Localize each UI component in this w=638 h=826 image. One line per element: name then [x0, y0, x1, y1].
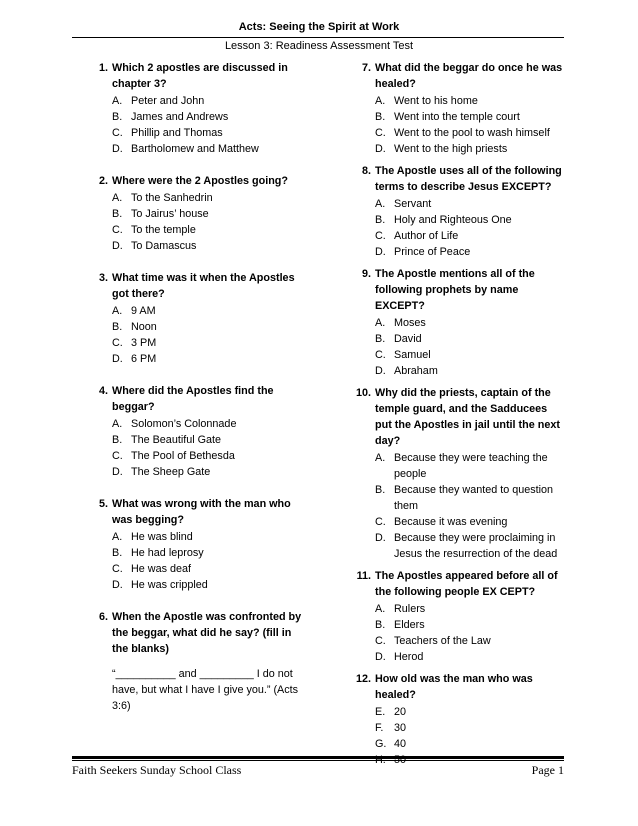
option-letter: A. [112, 305, 123, 317]
footer-page-number: Page 1 [531, 763, 564, 777]
option-text: 3 PM [131, 337, 157, 349]
answer-option [375, 125, 565, 141]
answer-option [375, 601, 565, 617]
option-text: The Beautiful Gate [131, 434, 222, 446]
option-text: Abraham [394, 365, 438, 377]
answer-option [375, 514, 565, 530]
option-text: He was deaf [131, 563, 192, 575]
option-letter: D. [112, 143, 123, 155]
option-text: Noon [131, 321, 157, 333]
answer-option [375, 109, 565, 125]
option-text: Because they were teaching the people [394, 452, 548, 480]
answer-option [375, 530, 565, 562]
option-text: Elders [394, 619, 425, 631]
answer-option [112, 432, 310, 448]
option-letter: E. [375, 706, 386, 718]
option-text: 9 AM [131, 305, 156, 317]
question-3 [90, 270, 310, 367]
question-number: 8. [361, 165, 371, 177]
answer-options [375, 196, 565, 260]
option-letter: B. [112, 111, 123, 123]
fill-in-blank-text: “__________ and _________ I do not have, but what I have I give you.” (Acts 3:6) [112, 668, 299, 712]
answer-option [375, 720, 565, 736]
answer-option [375, 196, 565, 212]
option-letter: D. [375, 651, 386, 663]
option-text: Author of Life [394, 230, 459, 242]
option-letter: B. [375, 214, 386, 226]
option-text: The Pool of Bethesda [131, 450, 235, 462]
question-text: When the Apostle was confronted by the beggar, what did he say? (fill in the blanks) [112, 611, 302, 655]
question-number: 3. [98, 272, 108, 284]
option-text: Rulers [394, 603, 426, 615]
option-letter: B. [112, 434, 123, 446]
question-7 [355, 60, 565, 157]
option-letter: B. [112, 208, 123, 220]
question-number: 5. [98, 498, 108, 510]
question-text: Where did the Apostles find the beggar? [112, 385, 274, 413]
footer-divider-thick [72, 756, 564, 759]
answer-option [112, 335, 310, 351]
answer-option [375, 736, 565, 752]
answer-option [375, 93, 565, 109]
option-text: Prince of Peace [394, 246, 471, 258]
question-2 [90, 173, 310, 254]
option-letter: C. [375, 230, 386, 242]
option-text: Teachers of the Law [394, 635, 491, 647]
option-letter: C. [375, 516, 386, 528]
option-text: To Jairus’ house [131, 208, 209, 220]
question-10 [355, 385, 565, 562]
answer-option [112, 303, 310, 319]
question-4 [90, 383, 310, 480]
option-text: Moses [394, 317, 426, 329]
answer-option [375, 331, 565, 347]
question-text: Which 2 apostles are discussed in chapter 3? [112, 62, 288, 90]
option-letter: B. [112, 547, 123, 559]
option-letter: A. [112, 531, 123, 543]
answer-option [112, 416, 310, 432]
option-letter: C. [112, 563, 123, 575]
option-text: 40 [394, 738, 407, 750]
answer-option [112, 319, 310, 335]
answer-option [375, 482, 565, 514]
right-column [355, 60, 565, 768]
answer-option [112, 464, 310, 480]
option-text: Herod [394, 651, 424, 663]
answer-option [112, 190, 310, 206]
answer-option [112, 561, 310, 577]
question-12 [355, 671, 565, 768]
option-letter: A. [375, 95, 386, 107]
option-text: He was crippled [131, 579, 208, 591]
option-text: Went to the pool to wash himself [394, 127, 550, 139]
option-letter: B. [112, 321, 123, 333]
option-letter: C. [375, 127, 386, 139]
question-text: What was wrong with the man who was begging? [112, 498, 291, 526]
option-letter: A. [375, 452, 386, 464]
answer-option [112, 206, 310, 222]
question-text: The Apostle uses all of the following terms to describe Jesus EXCEPT? [375, 165, 562, 193]
option-text: Samuel [394, 349, 431, 361]
option-text: The Sheep Gate [131, 466, 211, 478]
option-text: Bartholomew and Matthew [131, 143, 259, 155]
option-text: He was blind [131, 531, 193, 543]
question-11 [355, 568, 565, 665]
option-letter: F. [375, 722, 384, 734]
footer-class-name: Faith Seekers Sunday School Class [72, 763, 242, 777]
option-text: Because they wanted to question them [394, 484, 554, 512]
option-text: Holy and Righteous One [394, 214, 512, 226]
option-letter: A. [112, 418, 123, 430]
option-letter: C. [112, 337, 123, 349]
document-title: Acts: Seeing the Spirit at Work [238, 21, 400, 33]
answer-option [112, 238, 310, 254]
footer-divider-thin [72, 760, 564, 761]
option-text: 20 [394, 706, 407, 718]
option-letter: D. [112, 240, 123, 252]
option-letter: C. [112, 450, 123, 462]
answer-options [112, 303, 310, 367]
option-letter: D. [112, 466, 123, 478]
option-letter: D. [375, 143, 386, 155]
option-letter: B. [375, 619, 386, 631]
option-letter: A. [375, 198, 386, 210]
option-text: Went to his home [394, 95, 478, 107]
option-text: To Damascus [131, 240, 197, 252]
question-9 [355, 266, 565, 379]
answer-option [112, 577, 310, 593]
option-letter: G. [375, 738, 387, 750]
answer-option [375, 649, 565, 665]
answer-option [375, 315, 565, 331]
option-text: Phillip and Thomas [131, 127, 223, 139]
option-letter: A. [112, 95, 123, 107]
answer-option [375, 244, 565, 260]
option-text: 6 PM [131, 353, 157, 365]
option-text: To the temple [131, 224, 196, 236]
option-letter: D. [112, 579, 123, 591]
question-text: What time was it when the Apostles got there? [112, 272, 295, 300]
answer-option [375, 450, 565, 482]
question-number: 6. [98, 611, 108, 623]
question-text: Where were the 2 Apostles going? [112, 175, 288, 187]
answer-option [375, 212, 565, 228]
answer-options [112, 93, 310, 157]
question-number: 11. [356, 570, 371, 582]
answer-option [112, 93, 310, 109]
option-text: Because it was evening [394, 516, 508, 528]
answer-options [375, 315, 565, 379]
answer-options [375, 93, 565, 157]
option-letter: D. [375, 246, 386, 258]
answer-option [375, 228, 565, 244]
option-letter: C. [112, 127, 123, 139]
answer-option [112, 125, 310, 141]
answer-option [112, 141, 310, 157]
option-letter: C. [112, 224, 123, 236]
question-text: Why did the priests, captain of the temple guard, and the Sadducees put the Apostles in jail until the next day? [375, 387, 560, 447]
option-letter: A. [112, 192, 123, 204]
question-number: 1. [98, 62, 108, 74]
option-letter: B. [375, 484, 386, 496]
option-letter: A. [375, 317, 386, 329]
question-1 [90, 60, 310, 157]
answer-option [375, 704, 565, 720]
question-number: 12. [355, 673, 371, 685]
left-column [90, 60, 310, 714]
question-text: What did the beggar do once he was healed? [375, 62, 563, 90]
answer-options [375, 450, 565, 562]
document-subtitle: Lesson 3: Readiness Assessment Test [224, 40, 414, 52]
option-text: David [394, 333, 422, 345]
question-number: 2. [98, 175, 108, 187]
answer-option [375, 633, 565, 649]
option-text: Went to the high priests [394, 143, 508, 155]
option-letter: D. [112, 353, 123, 365]
answer-options [112, 416, 310, 480]
answer-option [112, 545, 310, 561]
question-number: 10. [355, 387, 371, 399]
question-text: The Apostles appeared before all of the following people EX CEPT? [375, 570, 558, 598]
option-text: He had leprosy [131, 547, 204, 559]
option-text: Went into the temple court [394, 111, 520, 123]
option-text: Peter and John [131, 95, 205, 107]
question-number: 4. [98, 385, 108, 397]
answer-option [375, 617, 565, 633]
question-text: The Apostle mentions all of the following prophets by name EXCEPT? [375, 268, 535, 312]
answer-option [112, 529, 310, 545]
answer-option [112, 351, 310, 367]
answer-option [112, 448, 310, 464]
question-text: How old was the man who was healed? [375, 673, 533, 701]
answer-option [375, 141, 565, 157]
option-letter: B. [375, 333, 386, 345]
answer-options [375, 601, 565, 665]
answer-option [375, 347, 565, 363]
option-letter: B. [375, 111, 386, 123]
answer-options [112, 190, 310, 254]
header-divider [72, 37, 564, 38]
question-number: 7. [361, 62, 371, 74]
option-text: Solomon’s Colonnade [131, 418, 237, 430]
option-letter: D. [375, 365, 386, 377]
question-number: 9. [361, 268, 371, 280]
option-text: To the Sanhedrin [131, 192, 213, 204]
answer-options [112, 529, 310, 593]
option-text: Because they were proclaiming in Jesus the resurrection of the dead [394, 532, 558, 560]
question-6 [90, 609, 310, 714]
answer-option [112, 222, 310, 238]
option-text: 30 [394, 722, 407, 734]
question-5 [90, 496, 310, 593]
option-text: James and Andrews [131, 111, 229, 123]
option-letter: C. [375, 635, 386, 647]
option-letter: C. [375, 349, 386, 361]
option-text: Servant [394, 198, 432, 210]
question-8 [355, 163, 565, 260]
answer-option [375, 363, 565, 379]
answer-option [112, 109, 310, 125]
option-letter: A. [375, 603, 386, 615]
option-letter: D. [375, 532, 386, 544]
